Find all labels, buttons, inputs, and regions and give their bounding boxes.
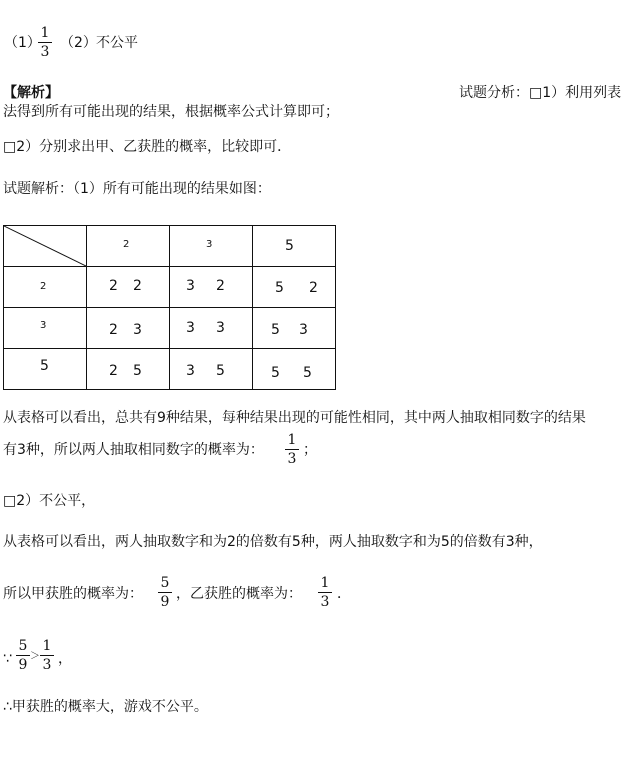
- analysis-intro-right: 试题分析：□1）利用列表: [459, 85, 622, 101]
- cell-second: 3: [133, 322, 142, 338]
- fraction-denominator: 9: [160, 594, 170, 610]
- fraction-denominator: 3: [42, 657, 52, 673]
- cell-first: 2: [109, 322, 118, 338]
- fraction-bar: [16, 655, 30, 656]
- fraction-denominator: 3: [287, 451, 297, 467]
- table-cell: [87, 267, 170, 308]
- cell-first: 2: [109, 363, 118, 379]
- analysis-point2: □2）分别求出甲、乙获胜的概率，比较即可．: [3, 139, 292, 155]
- row-label: 5: [40, 358, 49, 374]
- probability-middle: ，乙获胜的概率为：: [176, 586, 302, 602]
- cell-first: 3: [186, 320, 195, 336]
- row-label: 3: [40, 320, 47, 331]
- cell-first: 3: [186, 278, 195, 294]
- table-row: [4, 349, 336, 390]
- conclusion-line2-prefix: 有3种，所以两人抽取相同数字的概率为：: [3, 442, 264, 458]
- table-cell: [253, 267, 336, 308]
- header-value: 3: [206, 239, 213, 250]
- diagonal-line: [4, 226, 86, 266]
- results-table: [3, 225, 336, 390]
- cell-second: 5: [303, 365, 312, 381]
- cell-first: 3: [186, 363, 195, 379]
- table-cell: [170, 267, 253, 308]
- fraction-bar: [318, 592, 332, 593]
- row-label: 2: [40, 281, 47, 292]
- cell-first: 5: [271, 322, 280, 338]
- fraction-denominator: 3: [40, 44, 50, 60]
- fraction-bar: [158, 592, 172, 593]
- fraction-numerator: 1: [287, 432, 297, 448]
- header-value: 5: [285, 238, 294, 254]
- answer-part2-prefix: （2）: [60, 35, 97, 51]
- fraction-bar: [38, 42, 52, 43]
- cell-first: 5: [271, 365, 280, 381]
- compare-right-fraction: [40, 638, 54, 673]
- fraction-numerator: 1: [320, 575, 330, 591]
- table-header-cell: [170, 226, 253, 267]
- row-label-cell: [4, 349, 87, 390]
- cell-first: 5: [275, 280, 284, 296]
- fraction-numerator: 1: [40, 25, 50, 41]
- answer-part2-value: 不公平: [96, 35, 138, 51]
- fraction-numerator: 5: [160, 575, 170, 591]
- fraction-numerator: 1: [42, 638, 52, 654]
- greater-than-symbol: ＞: [30, 651, 40, 662]
- player-a-probability-fraction: [158, 575, 172, 610]
- row-label-cell: [4, 308, 87, 349]
- fraction-bar: [40, 655, 54, 656]
- conclusion-line2-suffix: ；: [303, 442, 317, 458]
- compare-suffix: ，: [58, 651, 72, 667]
- cell-second: 3: [299, 322, 308, 338]
- fraction-denominator: 9: [18, 657, 28, 673]
- fraction-bar: [285, 449, 299, 450]
- multiples-line: 从表格可以看出，两人抽取数字和为2的倍数有5种，两人抽取数字和为5的倍数有3种，: [3, 534, 543, 550]
- table-header-cell: [253, 226, 336, 267]
- answer-part1-prefix: （1）: [4, 35, 41, 51]
- final-conclusion: ∴甲获胜的概率大，游戏不公平。: [3, 699, 208, 715]
- row-label-cell: [4, 267, 87, 308]
- conclusion-line1: 从表格可以看出，总共有9种结果，每种结果出现的可能性相同，其中两人抽取相同数字的结果: [3, 410, 586, 426]
- table-cell: [87, 308, 170, 349]
- because-symbol: ∵: [3, 651, 12, 667]
- table-header-cell: [87, 226, 170, 267]
- header-value: 2: [123, 239, 130, 250]
- table-row: [4, 308, 336, 349]
- cell-second: 2: [216, 278, 225, 294]
- part2-label: □2）不公平，: [3, 493, 96, 509]
- table-cell: [253, 349, 336, 390]
- table-cell: [253, 308, 336, 349]
- analysis-heading: 【解析】: [3, 85, 59, 101]
- cell-second: 5: [216, 363, 225, 379]
- table-cell: [87, 349, 170, 390]
- table-cell: [170, 349, 253, 390]
- cell-second: 5: [133, 363, 142, 379]
- player-b-probability-fraction: [318, 575, 332, 610]
- same-number-probability-fraction: [285, 432, 299, 467]
- analysis-intro-line2: 法得到所有可能出现的结果，根据概率公式计算即可；: [3, 104, 339, 120]
- fraction-denominator: 3: [320, 594, 330, 610]
- cell-second: 2: [309, 280, 318, 296]
- table-row: [4, 267, 336, 308]
- fraction-numerator: 5: [18, 638, 28, 654]
- cell-second: 3: [216, 320, 225, 336]
- cell-second: 2: [133, 278, 142, 294]
- probability-suffix: ．: [337, 586, 351, 602]
- probability-prefix: 所以甲获胜的概率为：: [3, 586, 143, 602]
- table-cell: [170, 308, 253, 349]
- solution-intro: 试题解析：（1）所有可能出现的结果如图：: [3, 181, 271, 197]
- answer-part1-fraction: [38, 25, 52, 60]
- cell-first: 2: [109, 278, 118, 294]
- table-header-row: [4, 226, 336, 267]
- table-corner-cell: [4, 226, 87, 267]
- compare-left-fraction: [16, 638, 30, 673]
